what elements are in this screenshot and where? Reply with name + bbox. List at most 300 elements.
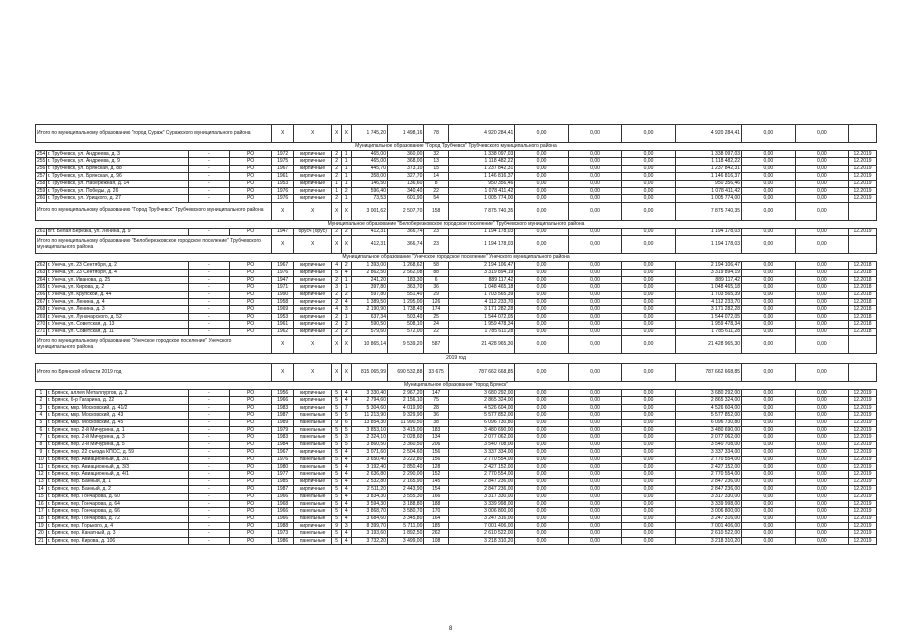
table-cell: кирпичные: [293, 404, 332, 411]
table-cell: 1: [342, 165, 352, 172]
table-cell: 0,00: [742, 508, 795, 515]
table-cell: 8: [424, 180, 449, 187]
table-cell: г. Брянск, мкр. Московский, д. 45: [46, 419, 188, 426]
table-cell: 1: [36, 390, 47, 397]
subtotal-cell: 7 875 740,35: [448, 202, 514, 220]
table-cell: 0,00: [515, 187, 568, 194]
table-cell: 6 096 730,80: [448, 419, 514, 426]
table-cell: 256: [37, 165, 46, 172]
table-cell: 2 847 236,00: [448, 478, 514, 485]
table-cell: 0,00: [568, 151, 621, 158]
table-cell: 950 356,46: [448, 180, 514, 187]
table-cell: 254: [37, 150, 46, 157]
table-cell: 0,00: [795, 500, 848, 507]
table-cell: 1 295,00: [388, 299, 424, 306]
subtotal-cell: X: [342, 125, 352, 143]
table-cell: 0,00: [742, 500, 795, 507]
table-cell: 3 580,70: [388, 508, 424, 515]
table-row: [36, 449, 877, 456]
table-cell: панельные: [293, 441, 332, 448]
table-cell: г. Брянск, пер. Горького, д. 4: [46, 523, 188, 530]
table-cell: кирпичные: [293, 397, 332, 404]
table-cell: 3 337 334,00: [448, 449, 514, 456]
table-cell: -: [188, 456, 229, 463]
table-cell: 0,00: [795, 390, 848, 397]
table-cell: 28: [424, 404, 449, 411]
table-cell: РО: [229, 441, 272, 448]
table-row: [36, 276, 877, 283]
table-cell: -: [188, 390, 229, 397]
table-cell: 4 112 233,70: [448, 299, 514, 306]
table-cell: 1: [342, 180, 352, 187]
table-cell: -: [188, 306, 229, 313]
table-cell: 445,70: [351, 165, 387, 172]
table-cell: кирпичные: [293, 180, 332, 187]
table-cell: 21: [36, 537, 47, 544]
table-cell: 1 338 097,03: [675, 151, 741, 158]
table-cell: 7: [342, 404, 352, 411]
table-cell: г. Унеча, ул. Ленина, д. 3: [46, 306, 188, 313]
table-cell: РО: [229, 276, 272, 283]
table-cell: 4: [332, 306, 342, 313]
subtotal-cell: 787 662 668,85: [448, 364, 514, 382]
table-cell: -: [188, 449, 229, 456]
subtotal-cell: 0,00: [515, 125, 568, 143]
table-cell: 13 854,30: [351, 419, 387, 426]
subtotal-cell: X: [293, 125, 332, 143]
table-cell: 3 480 690,00: [448, 426, 514, 433]
table-cell: 465,00: [351, 158, 387, 165]
table-cell: РО: [229, 426, 272, 433]
table-cell: 5: [332, 508, 342, 515]
table-cell: 12.2018: [849, 313, 877, 320]
table-cell: 0,00: [568, 404, 621, 411]
table-cell: 2 794,60: [351, 397, 387, 404]
table-cell: 22: [424, 328, 449, 335]
table-cell: кирпичные: [293, 486, 332, 493]
table-cell: 0,00: [515, 434, 568, 441]
table-cell: 0,00: [622, 456, 675, 463]
table-cell: 1: [342, 313, 352, 320]
table-cell: РО: [229, 486, 272, 493]
subtotal-cell-empty: [849, 236, 877, 254]
table-cell: 156: [424, 449, 449, 456]
table-cell: 0,00: [515, 508, 568, 515]
table-cell: 269: [37, 313, 46, 320]
table-cell: 5 711,00: [388, 523, 424, 530]
table-cell: 4 112 233,70: [675, 299, 741, 306]
table-row: [36, 471, 877, 478]
table-cell: 3: [342, 306, 352, 313]
table-cell: брусч (брус): [293, 228, 332, 235]
table-cell: 0,00: [568, 269, 621, 276]
table-cell: 0,00: [742, 412, 795, 419]
table-cell: -: [188, 313, 229, 320]
subtotal-cell: 0,00: [742, 236, 795, 254]
table-cell: 0,00: [742, 187, 795, 194]
table-cell: 4 526 604,00: [448, 404, 514, 411]
table-cell: 3 853,10: [351, 426, 387, 433]
table-cell: кирпичные: [293, 165, 332, 172]
table-cell: 4: [342, 390, 352, 397]
table-cell: 0,00: [622, 412, 675, 419]
subtotal-cell: X: [293, 202, 332, 220]
table-cell: 0,00: [568, 441, 621, 448]
subtotal-cell: 0,00: [622, 364, 675, 382]
table-cell: 5: [342, 412, 352, 419]
table-cell: 3 006 800,00: [448, 508, 514, 515]
subtotal-cell: 0,00: [795, 336, 848, 354]
table-row: [36, 397, 877, 404]
table-cell: 0,00: [795, 284, 848, 291]
table-cell: РО: [229, 500, 272, 507]
table-cell: 2 862,50: [351, 269, 387, 276]
table-row: [36, 523, 877, 530]
table-row: [36, 508, 877, 515]
subtotal-cell: 158: [424, 202, 449, 220]
table-row: [36, 390, 877, 397]
table-cell: г. Брянск, пер. 22 съезда КПСС, д. 59: [46, 449, 188, 456]
table-cell: 1990: [272, 291, 293, 298]
table-cell: 188: [424, 500, 449, 507]
table-cell: 0,00: [515, 151, 568, 158]
table-cell: 24: [424, 321, 449, 328]
table-cell: 183: [424, 426, 449, 433]
table-cell: 0,00: [622, 321, 675, 328]
table-cell: 2 427 152,00: [448, 463, 514, 470]
region-total-row: [36, 364, 877, 382]
table-cell: 12.2019: [849, 173, 877, 180]
table-cell: 6 096 730,80: [675, 419, 741, 426]
table-cell: 0,00: [795, 434, 848, 441]
table-cell: 1966: [272, 515, 293, 522]
section-heading-row: [36, 220, 877, 228]
table-row: [36, 328, 877, 335]
table-cell: 2: [332, 165, 342, 172]
table-row: [36, 456, 877, 463]
table-cell: 0,00: [515, 195, 568, 202]
table-cell: 0,00: [568, 515, 621, 522]
table-cell: 5: [332, 463, 342, 470]
table-cell: 4: [342, 456, 352, 463]
table-cell: 0,00: [515, 441, 568, 448]
subtotal-cell: 0,00: [568, 236, 621, 254]
table-cell: 0,00: [742, 523, 795, 530]
table-cell: 9: [332, 523, 342, 530]
subtotal-cell: 366,74: [388, 236, 424, 254]
table-cell: 267: [37, 298, 46, 305]
table-cell: 11 990,50: [388, 419, 424, 426]
table-cell: -: [188, 486, 229, 493]
table-cell: -: [188, 434, 229, 441]
table-cell: 3 006 800,00: [675, 508, 741, 515]
table-cell: 1973: [272, 530, 293, 537]
table-cell: 12.2019: [849, 530, 877, 537]
table-cell: 0,00: [742, 321, 795, 328]
table-cell: 5 577 852,00: [448, 412, 514, 419]
table-cell: 0,00: [742, 262, 795, 269]
table-cell: 88: [424, 269, 449, 276]
table-cell: 7 001 406,00: [675, 523, 741, 530]
table-cell: 0,00: [568, 228, 621, 235]
subtotal-cell: X: [293, 364, 332, 382]
table-cell: кирпичные: [293, 187, 332, 194]
table-cell: 1988: [272, 523, 293, 530]
table-cell: -: [188, 187, 229, 194]
table-cell: 0,00: [622, 158, 675, 165]
subtotal-row: [36, 336, 877, 354]
table-cell: 2 324,10: [351, 434, 387, 441]
table-cell: 2: [332, 313, 342, 320]
table-cell: 1983: [272, 404, 293, 411]
table-cell: 2: [342, 262, 352, 269]
table-cell: 0,00: [568, 321, 621, 328]
table-cell: -: [188, 537, 229, 544]
table-cell: 0,00: [742, 276, 795, 283]
table-cell: 0,00: [622, 151, 675, 158]
table-cell: РО: [229, 434, 272, 441]
table-cell: 3: [342, 434, 352, 441]
table-cell: 2 770 554,00: [448, 456, 514, 463]
table-row: [36, 291, 877, 298]
subtotal-cell: 0,00: [622, 202, 675, 220]
subtotal-label: Итого по муниципальному образованию "город Сураж" Суражского муниципального района: [36, 125, 272, 143]
subtotal-cell: X: [342, 364, 352, 382]
table-cell: 241,20: [351, 276, 387, 283]
table-cell: 0,00: [622, 441, 675, 448]
subtotal-row: [36, 202, 877, 220]
table-cell: 1: [342, 284, 352, 291]
table-cell: 0,00: [622, 165, 675, 172]
table-cell: 0,00: [622, 180, 675, 187]
subtotal-cell: 78: [424, 125, 449, 143]
table-cell: 0,00: [568, 262, 621, 269]
table-cell: панельные: [293, 419, 332, 426]
table-cell: 20: [36, 530, 47, 537]
table-cell: 4 526 604,00: [675, 404, 741, 411]
table-cell: панельные: [293, 537, 332, 544]
table-cell: 0,00: [622, 397, 675, 404]
table-cell: 0,00: [622, 313, 675, 320]
table-cell: 503,40: [388, 313, 424, 320]
table-row: [36, 180, 877, 187]
table-cell: 0,00: [795, 299, 848, 306]
table-cell: 0,00: [568, 165, 621, 172]
table-cell: 5: [332, 456, 342, 463]
subtotal-cell: 0,00: [622, 236, 675, 254]
table-cell: 0,00: [515, 419, 568, 426]
table-cell: 0,00: [795, 173, 848, 180]
table-cell: 14: [424, 173, 449, 180]
table-cell: 0,00: [622, 463, 675, 470]
table-cell: г. Брянск, пер. Гончарова, д. 72: [46, 515, 188, 522]
table-cell: 5: [342, 441, 352, 448]
table-cell: 0,00: [515, 530, 568, 537]
table-cell: 508,10: [388, 321, 424, 328]
table-cell: 1972: [272, 151, 293, 158]
table-cell: г. Унеча, ул. Иванова, д. 25: [46, 276, 188, 283]
table-cell: -: [188, 530, 229, 537]
subtotal-cell: 1 194 178,03: [448, 236, 514, 254]
section-heading-row: [36, 254, 877, 262]
table-row: [36, 262, 877, 269]
table-cell: 22: [424, 187, 449, 194]
table-cell: 0,00: [795, 306, 848, 313]
subtotal-cell: 815 065,99: [351, 364, 387, 382]
table-cell: г. Унеча, ул. 23 Сентября, д. 2: [46, 262, 188, 269]
table-cell: 5: [332, 449, 342, 456]
table-cell: 12.2018: [849, 291, 877, 298]
table-cell: 0,00: [515, 478, 568, 485]
table-cell: 262: [37, 261, 46, 268]
table-cell: 5 304,60: [351, 404, 387, 411]
table-cell: 0,00: [568, 449, 621, 456]
subtotal-cell: 2 507,70: [388, 202, 424, 220]
table-cell: 5: [36, 419, 47, 426]
table-cell: -: [188, 419, 229, 426]
table-cell: 1 703 565,39: [675, 291, 741, 298]
table-cell: 0,00: [742, 228, 795, 235]
subtotal-cell: X: [332, 236, 342, 254]
table-cell: 3 868,70: [351, 508, 387, 515]
section-heading-row: [36, 382, 877, 390]
table-cell: 0,00: [515, 299, 568, 306]
table-row: [36, 228, 877, 235]
table-cell: г. Унеча, ул. Кирова, д. 2: [46, 284, 188, 291]
table-cell: 3 339 998,00: [448, 500, 514, 507]
table-cell: РО: [229, 195, 272, 202]
table-cell: -: [188, 321, 229, 328]
table-cell: г. Трубчевск, ул. Набережная, д. 14: [46, 180, 188, 187]
table-cell: 1966: [272, 493, 293, 500]
table-cell: 0,00: [622, 515, 675, 522]
table-cell: 590,50: [351, 321, 387, 328]
table-cell: 11: [36, 463, 47, 470]
table-cell: 0,00: [742, 463, 795, 470]
table-cell: 0,00: [515, 463, 568, 470]
table-cell: -: [188, 397, 229, 404]
table-cell: 2: [332, 151, 342, 158]
table-cell: -: [188, 276, 229, 283]
table-cell: 2 967,20: [388, 390, 424, 397]
table-cell: 12.2019: [849, 397, 877, 404]
table-cell: 0,00: [568, 456, 621, 463]
table-row: [36, 419, 877, 426]
table-cell: панельные: [293, 530, 332, 537]
table-cell: 0,00: [795, 419, 848, 426]
table-cell: 1977: [272, 471, 293, 478]
table-cell: 0,00: [568, 291, 621, 298]
table-cell: 2 194 106,47: [448, 262, 514, 269]
table-cell: 9 329,90: [388, 412, 424, 419]
table-cell: 12.2019: [849, 463, 877, 470]
table-cell: 3 171 282,28: [675, 306, 741, 313]
table-cell: 4: [342, 299, 352, 306]
table-cell: кирпичные: [293, 321, 332, 328]
table-cell: 0,00: [568, 500, 621, 507]
table-cell: 1962: [272, 328, 293, 335]
table-cell: 1989: [272, 419, 293, 426]
table-cell: 2: [342, 187, 352, 194]
table-cell: г. Брянск, пер. Банный, д. 1: [46, 478, 188, 485]
table-cell: 1 005 774,00: [448, 195, 514, 202]
table-row: [36, 515, 877, 522]
table-cell: 0,00: [568, 478, 621, 485]
table-cell: 1 785 611,28: [448, 328, 514, 335]
table-cell: 1: [342, 158, 352, 165]
table-cell: кирпичные: [293, 291, 332, 298]
table-row: [36, 441, 877, 448]
table-cell: 1: [342, 195, 352, 202]
table-cell: 4: [342, 530, 352, 537]
table-cell: 3 317 330,00: [675, 493, 741, 500]
table-cell: 2 770 554,00: [675, 471, 741, 478]
table-cell: 3 860,50: [351, 441, 387, 448]
table-cell: 2 850,40: [388, 463, 424, 470]
subtotal-cell: X: [332, 364, 342, 382]
table-cell: 0,00: [515, 165, 568, 172]
section-heading: Муниципальное образование "Унечское городское поселение" Унечского муниципального района: [36, 254, 877, 262]
table-row: [36, 306, 877, 313]
table-cell: 0,00: [622, 478, 675, 485]
table-cell: 0,00: [742, 269, 795, 276]
table-cell: 0,00: [515, 262, 568, 269]
table-cell: 174: [424, 306, 449, 313]
table-cell: 6: [36, 426, 47, 433]
table-cell: 0,00: [568, 180, 621, 187]
table-row: [36, 493, 877, 500]
table-cell: 32: [424, 151, 449, 158]
table-cell: 4: [342, 486, 352, 493]
table-cell: 397,80: [351, 284, 387, 291]
table-cell: 2: [342, 291, 352, 298]
table-cell: 0,00: [515, 291, 568, 298]
subtotal-row: [36, 125, 877, 143]
table-cell: -: [188, 151, 229, 158]
table-cell: 0,00: [795, 397, 848, 404]
table-cell: 13: [36, 478, 47, 485]
subtotal-cell: 0,00: [568, 202, 621, 220]
table-cell: 12.2019: [849, 508, 877, 515]
table-cell: кирпичные: [293, 195, 332, 202]
subtotal-cell: X: [272, 336, 293, 354]
table-cell: 29: [424, 291, 449, 298]
table-cell: 265: [37, 283, 46, 290]
table-cell: 3 071,60: [351, 449, 387, 456]
table-cell: 0,00: [742, 537, 795, 544]
table-cell: РО: [229, 313, 272, 320]
table-cell: 0,00: [622, 276, 675, 283]
table-cell: 206: [424, 441, 449, 448]
table-cell: г. Брянск, пер. Гончарова, д. 60: [46, 493, 188, 500]
table-cell: 1: [332, 180, 342, 187]
table-cell: 1986: [272, 537, 293, 544]
subtotal-cell: 0,00: [515, 336, 568, 354]
subtotal-cell: 21 428 965,30: [448, 336, 514, 354]
table-cell: 366,74: [388, 228, 424, 235]
table-cell: 0,00: [568, 523, 621, 530]
table-cell: 5: [332, 478, 342, 485]
table-cell: РО: [229, 328, 272, 335]
subtotal-cell: X: [332, 125, 342, 143]
table-cell: 164: [424, 515, 449, 522]
table-cell: 1 544 072,05: [448, 313, 514, 320]
table-cell: г. Унеча, ул. Советская, д. 13: [46, 321, 188, 328]
table-cell: 0,00: [568, 463, 621, 470]
table-cell: 5: [332, 530, 342, 537]
table-cell: г. Брянск, пер. Гончарова, д. 64: [46, 500, 188, 507]
table-cell: г. Трубчевск, ул. Андреева, д. 3: [46, 151, 188, 158]
